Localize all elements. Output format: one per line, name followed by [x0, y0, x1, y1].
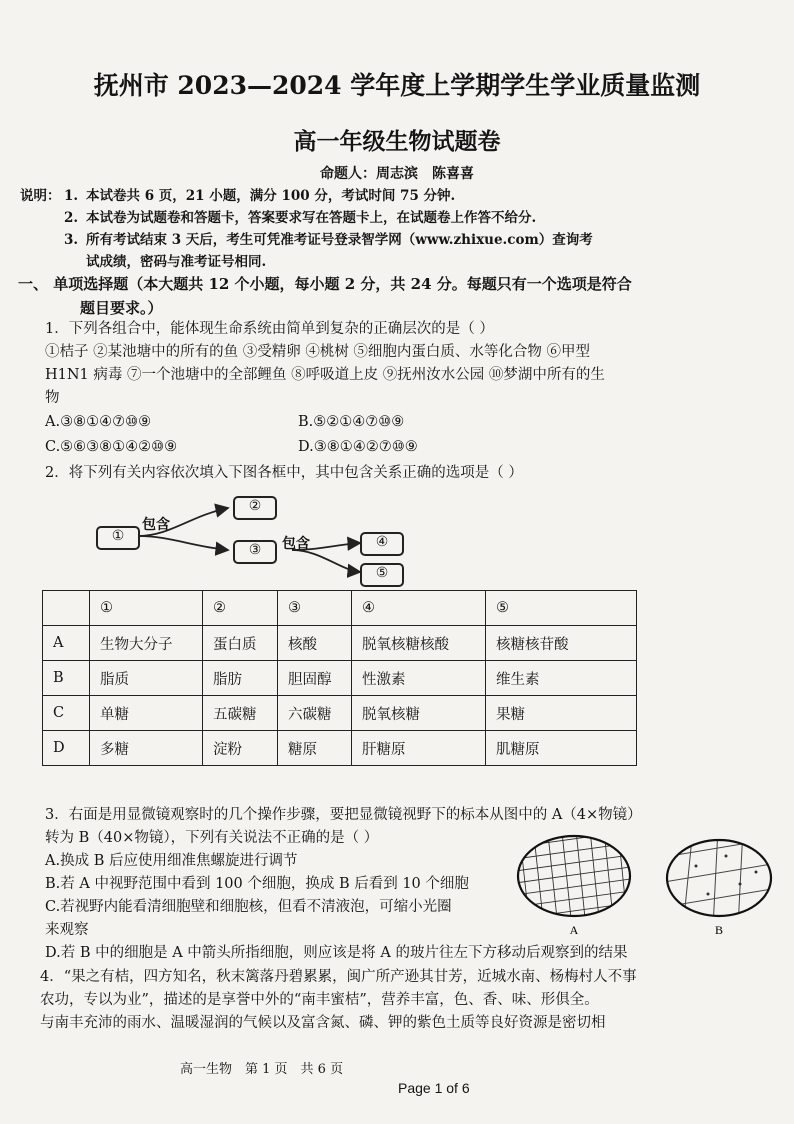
question-1	[45, 318, 745, 410]
table-cell: 淀粉	[203, 731, 278, 766]
diagram-box-3: ③	[233, 540, 277, 564]
table-cell: 性激素	[352, 661, 486, 696]
question-text: 与南丰充沛的雨水、温暖湿润的气候以及富含氮、磷、钾的紫色土质等良好资源是密切相	[40, 1015, 606, 1031]
table-cell: 六碳糖	[278, 696, 352, 731]
option-d: D.③⑧①④②⑦⑩⑨	[298, 439, 418, 455]
diagram-box-2: ②	[233, 496, 277, 520]
question-2-stem: 2．将下列有关内容依次填入下图各框中，其中包含关系正确的选项是（ ）	[45, 465, 523, 481]
table-header-cell: ②	[203, 591, 278, 626]
instruction-text: 本试卷共 6 页，21 小题，满分 100 分，考试时间 75 分钟.	[86, 188, 456, 204]
table-cell: 多糖	[90, 731, 203, 766]
table-cell: 脂肪	[203, 661, 278, 696]
table-cell: 核酸	[278, 626, 352, 661]
table-cell: 肌糖原	[486, 731, 637, 766]
diagram-box-5: ⑤	[360, 563, 404, 587]
instruction-text: 本试卷为试题卷和答题卡，答案要求写在答题卡上，在试题卷上作答不给分.	[86, 210, 537, 226]
section-heading-line: 题目要求。）	[80, 299, 163, 317]
option-c: C.若视野内能看清细胞壁和细胞核，但看不清液泡，可缩小光圈	[45, 899, 452, 915]
instruction-num: 1.	[64, 188, 79, 204]
option-c-cont: 来观察	[45, 922, 89, 938]
instruction-num: 3.	[64, 232, 79, 248]
table-header-cell: ④	[352, 591, 486, 626]
table-cell: 肝糖原	[352, 731, 486, 766]
table-header-row	[43, 591, 637, 626]
contain-label: 包含	[282, 536, 310, 552]
diagram-box-1: ①	[96, 526, 140, 550]
table-cell: A	[43, 626, 90, 661]
table-header-cell	[43, 591, 90, 626]
diagram-box-4: ④	[360, 532, 404, 556]
contain-label: 包含	[142, 517, 170, 533]
section-heading	[18, 272, 778, 320]
question-3-options	[45, 850, 515, 942]
instruction-text: 所有考试结束 3 天后，考生可凭准考证号登录智学网（www.zhixue.com）查询考	[86, 232, 593, 248]
exam-subtitle: 高一年级生物试题卷	[293, 128, 501, 155]
page-indicator: Page 1 of 6	[398, 1080, 470, 1096]
question-stem: 1．下列各组合中，能体现生命系统由简单到复杂的正确层次的是（ ）	[45, 321, 494, 337]
question-text: H1N1 病毒 ⑦一个池塘中的全部鲤鱼 ⑧呼吸道上皮 ⑨抚州汝水公园 ⑩梦湖中所有的生	[45, 367, 605, 383]
instruction-text-cont: 试成绩，密码与准考证号相同.	[86, 254, 267, 270]
figure-a-label: A	[569, 923, 579, 937]
question-text: 转为 B（40×物镜），下列有关说法不正确的是（ ）	[45, 830, 379, 846]
option-c: C.⑤⑥③⑧①④②⑩⑨	[45, 439, 178, 455]
question-4	[40, 966, 770, 1035]
figure-b-label: B	[714, 923, 724, 937]
table-cell: 果糖	[486, 696, 637, 731]
table-header-cell: ⑤	[486, 591, 637, 626]
question-text: 农功，专以为业”，描述的是享誉中外的“南丰蜜桔”，营养丰富，色、香、味、形俱全。	[40, 992, 599, 1008]
instruction-num: 2.	[64, 210, 79, 226]
option-d: D.若 B 中的细胞是 A 中箭头所指细胞，则应该是将 A 的玻片往左下方移动后观察到的结果	[45, 945, 628, 961]
page-footer: 高一生物 第 1 页 共 6 页	[180, 1062, 344, 1077]
option-a: A.③⑧①④⑦⑩⑨	[45, 414, 152, 430]
table-cell: 蛋白质	[203, 626, 278, 661]
instructions	[20, 185, 780, 273]
table-cell: 脱氧核糖核酸	[352, 626, 486, 661]
option-a: A.换成 B 后应使用细准焦螺旋进行调节	[45, 853, 298, 869]
question-text: ①桔子 ②某池塘中的所有的鱼 ③受精卵 ④桃树 ⑤细胞内蛋白质、水等化合物 ⑥甲型	[45, 344, 591, 360]
table-cell: 单糖	[90, 696, 203, 731]
table-cell: 脱氧核糖	[352, 696, 486, 731]
table-cell: 胆固醇	[278, 661, 352, 696]
table-cell: C	[43, 696, 90, 731]
table-cell: 维生素	[486, 661, 637, 696]
table-cell: 核糖核苷酸	[486, 626, 637, 661]
table-row	[43, 661, 637, 696]
question-text: 物	[45, 390, 60, 406]
question-text: 4．“果之有桔，四方知名，秋末篱落丹碧累累，闽广所产逊其甘芳，近城水南、杨梅村人不事	[40, 969, 637, 985]
table-cell: 糖原	[278, 731, 352, 766]
table-row	[43, 731, 637, 766]
table-cell: 五碳糖	[203, 696, 278, 731]
table-cell: D	[43, 731, 90, 766]
instructions-label: 说明：	[20, 188, 61, 204]
table-header-cell: ①	[90, 591, 203, 626]
exam-authors: 命题人：周志滨 陈喜喜	[320, 166, 474, 182]
table-cell: 生物大分子	[90, 626, 203, 661]
options-table	[42, 590, 637, 766]
exam-title: 抚州市 2023—2024 学年度上学期学生学业质量监测	[93, 71, 701, 100]
option-b: B.⑤②①④⑦⑩⑨	[298, 414, 405, 430]
microscope-fields-figure	[508, 828, 778, 940]
option-b: B.若 A 中视野范围中看到 100 个细胞，换成 B 后看到 10 个细胞	[45, 876, 469, 892]
table-cell: B	[43, 661, 90, 696]
section-heading-line: 一、 单项选择题（本大题共 12 个小题，每小题 2 分，共 24 分。每题只有一个选项是符合	[18, 275, 632, 293]
table-cell: 脂质	[90, 661, 203, 696]
table-header-cell: ③	[278, 591, 352, 626]
table-row	[43, 626, 637, 661]
table-row	[43, 696, 637, 731]
question-text: 3．右面是用显微镜观察时的几个操作步骤，要把显微镜视野下的标本从图中的 A（4×物镜）	[45, 807, 642, 823]
